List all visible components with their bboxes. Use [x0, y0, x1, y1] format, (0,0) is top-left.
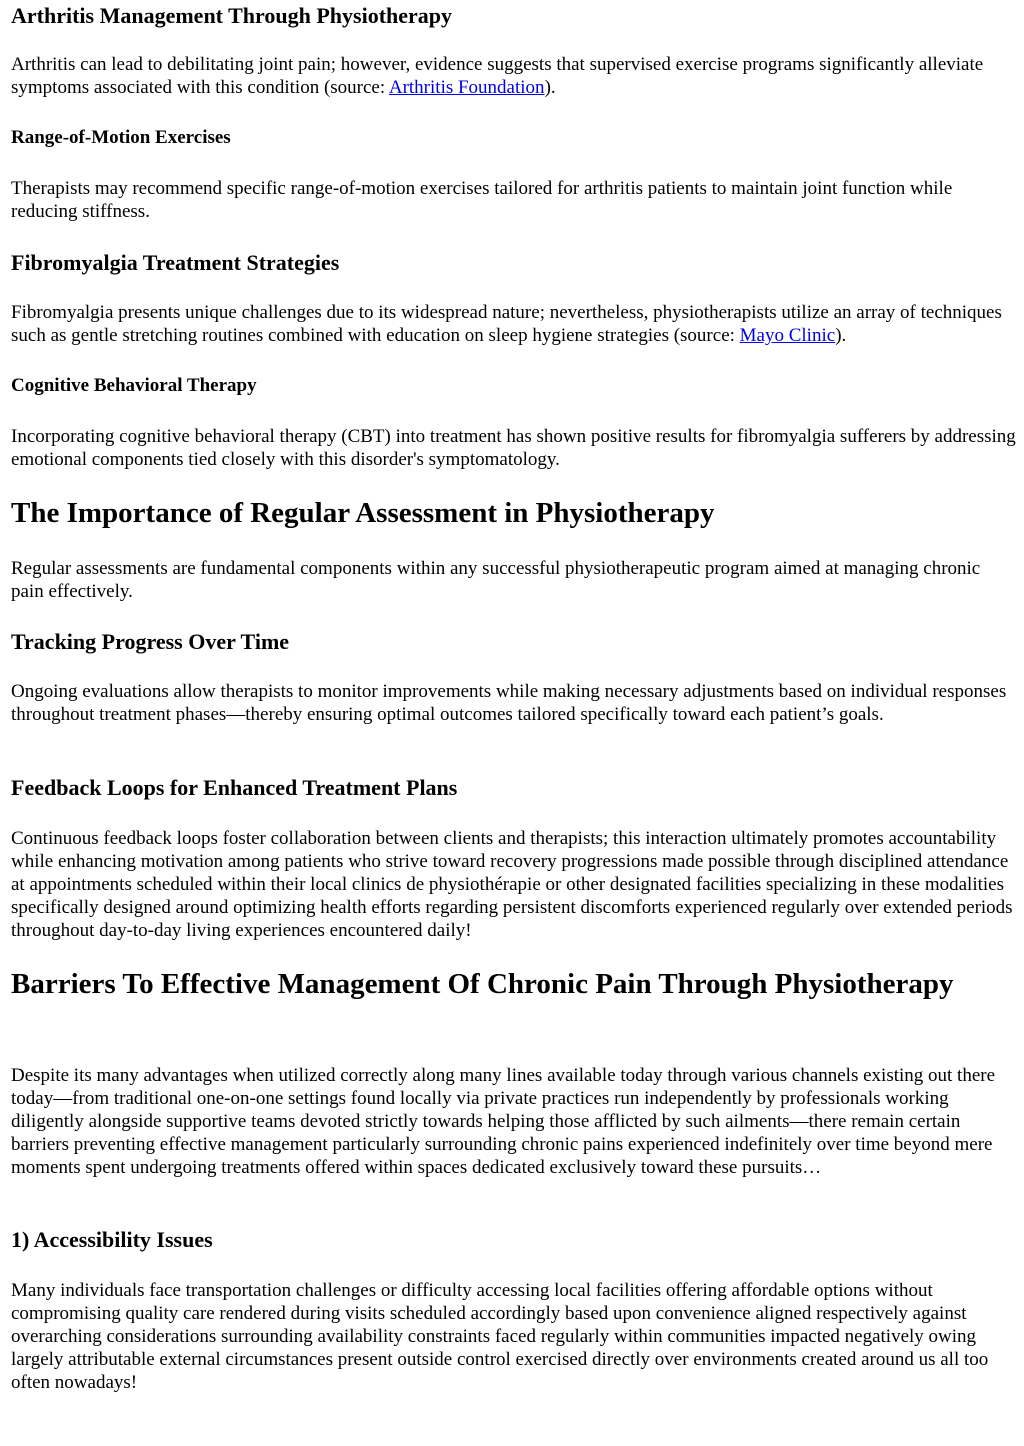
- paragraph-arthritis: [11, 53, 1016, 99]
- heading-tracking-progress: Tracking Progress Over Time: [11, 629, 290, 654]
- paragraph-feedback-loops: Continuous feedback loops foster collaboration between clients and therapists; this interaction ultimately promotes accountability while enhancing motivation among patients who strive toward recovery progressions made possible through disciplined attendance at appointments scheduled within their local clinics de physiothérapie or other designated facilities specializing in these modalities specifically designed around optimizing health efforts regarding persistent discomforts experienced regularly over extended periods throughout day-to-day living experiences encountered daily!: [11, 828, 1013, 941]
- heading-range-of-motion: Range-of-Motion Exercises: [11, 127, 231, 148]
- heading-feedback-loops: Feedback Loops for Enhanced Treatment Plans: [11, 775, 458, 800]
- arthritis-foundation-link[interactable]: Arthritis Foundation: [388, 77, 545, 98]
- heading-cbt: Cognitive Behavioral Therapy: [11, 375, 257, 396]
- paragraph-regular-assessment: Regular assessments are fundamental components within any successful physiotherapeutic program aimed at managing chronic pain effectively.: [11, 558, 981, 602]
- paragraph-arthritis-close: ).: [544, 77, 556, 98]
- paragraph-arthritis-text: Arthritis can lead to debilitating joint pain; however, evidence suggests that supervised exercise programs significantly alleviate symptoms associated with this condition (source:: [11, 54, 984, 98]
- paragraph-cbt: Incorporating cognitive behavioral therapy (CBT) into treatment has shown positive results for fibromyalgia sufferers by addressing emotional components tied closely with this disorder's symptomatology.: [11, 426, 1016, 470]
- heading-arthritis: Arthritis Management Through Physiotherapy: [11, 3, 453, 28]
- paragraph-fibromyalgia: [11, 301, 1016, 347]
- heading-accessibility: 1) Accessibility Issues: [11, 1227, 213, 1252]
- paragraph-fibromyalgia-close: ).: [835, 325, 847, 346]
- mayo-clinic-link[interactable]: Mayo Clinic: [739, 325, 836, 346]
- paragraph-accessibility: Many individuals face transportation challenges or difficulty accessing local facilities offering affordable options without compromising quality care rendered during visits scheduled accordingly based upon convenience aligned respectively against overarching considerations surrounding availability constraints faced regularly within communities impacted negatively owing largely attributable external circumstances present outside control exercised directly over environments created around us all too often nowadays!: [11, 1280, 989, 1393]
- heading-regular-assessment: The Importance of Regular Assessment in Physiotherapy: [11, 497, 715, 529]
- heading-fibromyalgia: Fibromyalgia Treatment Strategies: [11, 250, 340, 275]
- heading-barriers: Barriers To Effective Management Of Chronic Pain Through Physiotherapy: [11, 968, 954, 1000]
- paragraph-fibromyalgia-text: Fibromyalgia presents unique challenges due to its widespread nature; nevertheless, physiotherapists utilize an array of techniques such as gentle stretching routines combined with education on sleep hygiene strategies (source:: [11, 302, 1002, 346]
- paragraph-tracking-progress: Ongoing evaluations allow therapists to monitor improvements while making necessary adjustments based on individual responses throughout treatment phases—thereby ensuring optimal outcomes tailored specifically toward each patient’s goals.: [11, 681, 1007, 725]
- paragraph-range-of-motion: Therapists may recommend specific range-of-motion exercises tailored for arthritis patients to maintain joint function while reducing stiffness.: [11, 178, 953, 222]
- paragraph-barriers: Despite its many advantages when utilized correctly along many lines available today through various channels existing out there today—from traditional one-on-one settings found locally via private practices run independently by professionals working diligently alongside supportive teams devoted strictly towards helping those afflicted by such ailments—there remain certain barriers preventing effective management particularly surrounding chronic pains experienced indefinitely over time beyond mere moments spent undergoing treatments offered within spaces dedicated exclusively toward these pursuits…: [11, 1065, 996, 1178]
